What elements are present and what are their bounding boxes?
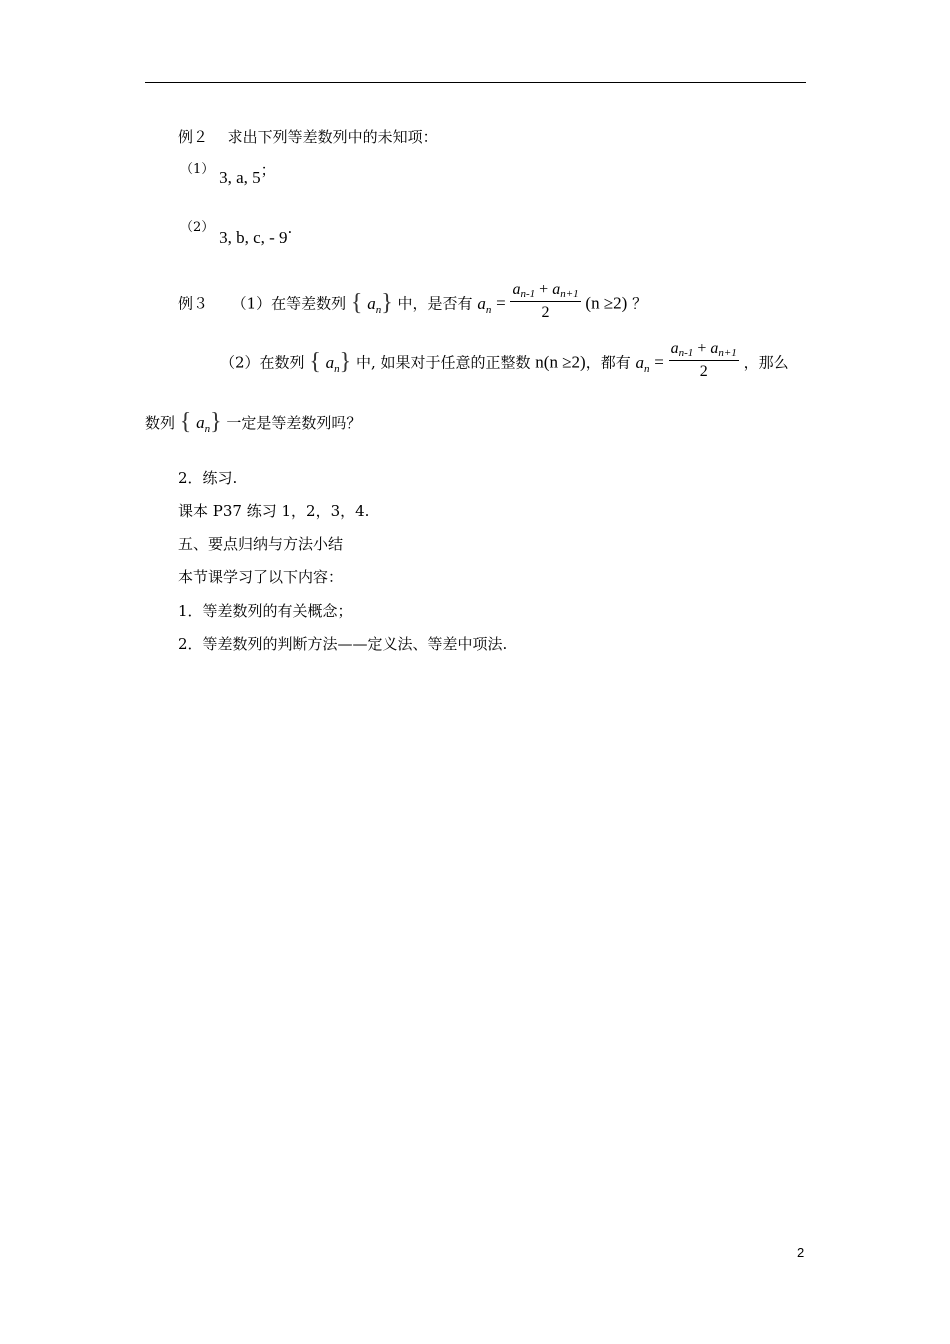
- part1-prefix: （1）在等差数列: [231, 294, 347, 313]
- header-rule: [145, 82, 806, 83]
- part2-prefix: （2）在数列: [220, 353, 305, 372]
- item1-expression: 3, a, 5: [219, 168, 261, 187]
- part2-end: ，那么: [743, 353, 789, 372]
- practice-heading: 2．练习.: [178, 469, 238, 487]
- example3-part1: [178, 283, 647, 326]
- example2-label: 例２: [178, 128, 209, 146]
- part2-mid: 中, 如果对于任意的正整数: [355, 353, 531, 372]
- part2-cont-end: 一定是等差数列吗？: [226, 414, 362, 432]
- summary-heading: 五、要点归纳与方法小结: [178, 535, 344, 553]
- an-term: $a_n$: [477, 293, 492, 316]
- example2-title: 求出下列等差数列中的未知项：: [227, 128, 438, 146]
- page-number: 2: [797, 1245, 805, 1260]
- example2-item1: [180, 161, 276, 187]
- example3-part2: [220, 342, 789, 385]
- sequence-an-3: { $a_n$}: [179, 409, 222, 435]
- item1-end: ；: [260, 161, 276, 179]
- an-term-2: $a_n$: [635, 352, 650, 375]
- sequence-an-2: { $a_n$}: [309, 348, 352, 375]
- part2-condition: n(n ≥2): [535, 352, 586, 372]
- item2-label: （2）: [180, 220, 215, 235]
- equals-sign-2: =: [654, 352, 664, 372]
- item2-end: .: [287, 219, 293, 237]
- example2-heading: [178, 127, 438, 147]
- item2-expression: 3, b, c, - 9: [219, 228, 288, 247]
- practice-text: 课本 P37 练习 1，2，3，4.: [178, 502, 370, 520]
- summary-point-2: 2．等差数列的判断方法——定义法、等差中项法.: [178, 635, 508, 653]
- part2-cont-prefix: 数列: [145, 414, 176, 432]
- part1-end: ？: [632, 294, 648, 313]
- part2-mid2: ，都有: [585, 353, 631, 372]
- mean-fraction: $\frac{an-1 + an+1}{2}$: [512, 281, 579, 321]
- example2-item2: [180, 219, 293, 247]
- item1-label: （1）: [180, 162, 215, 177]
- part1-condition: (n ≥2): [585, 293, 628, 313]
- summary-intro: 本节课学习了以下内容：: [178, 568, 344, 586]
- summary-point-1: 1．等差数列的有关概念；: [178, 602, 353, 620]
- example3-label: 例３: [178, 294, 209, 313]
- example3-part2-continued: [145, 411, 361, 435]
- mean-fraction-2: $\frac{an-1 + an+1}{2}$: [670, 340, 737, 380]
- part1-mid: 中，是否有: [397, 294, 473, 313]
- equals-sign: =: [496, 293, 506, 313]
- sequence-an: { $a_n$}: [350, 289, 393, 316]
